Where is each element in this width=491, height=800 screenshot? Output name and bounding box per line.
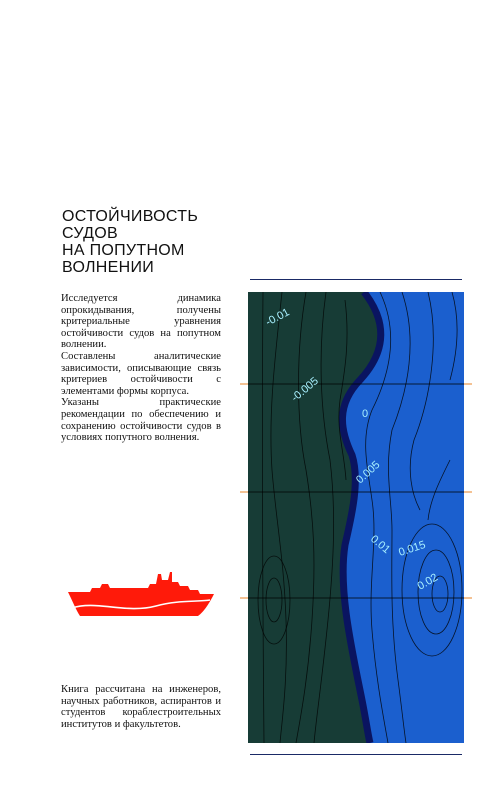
description-paragraph: Исследуется динамика опрокидывания, получены критериальные уравнения остойчивости судов на попутном волнении.	[61, 293, 221, 351]
contour-label: 0.005	[353, 458, 383, 487]
contour-label: -0.005	[289, 375, 321, 405]
description-paragraph: Указаны практические рекомендации по обеспечению и сохранению остойчивости судов в условиях попутного волнения.	[61, 397, 221, 444]
title-line: ОСТОЙЧИВОСТЬ	[62, 208, 199, 225]
ship-silhouette-icon	[66, 570, 218, 620]
description-paragraph: Составлены аналитические зависимости, описывающие связь критериев остойчивости с элементами формы корпуса.	[61, 350, 221, 397]
title-line: НА ПОПУТНОМ	[62, 242, 185, 259]
contour-label: 0.01	[368, 533, 393, 557]
contour-label: -0.01	[263, 306, 292, 329]
title-line: СУДОВ	[62, 225, 118, 242]
title-line: ВОЛНЕНИИ	[62, 259, 155, 276]
contour-label: 0	[362, 408, 369, 420]
contour-label: 0.015	[397, 538, 428, 559]
contour-label: 0.02	[415, 571, 441, 593]
audience-paragraph: Книга рассчитана на инженеров, научных работников, аспирантов и студентов кораблестроительных институтов и факультетов.	[61, 684, 221, 730]
